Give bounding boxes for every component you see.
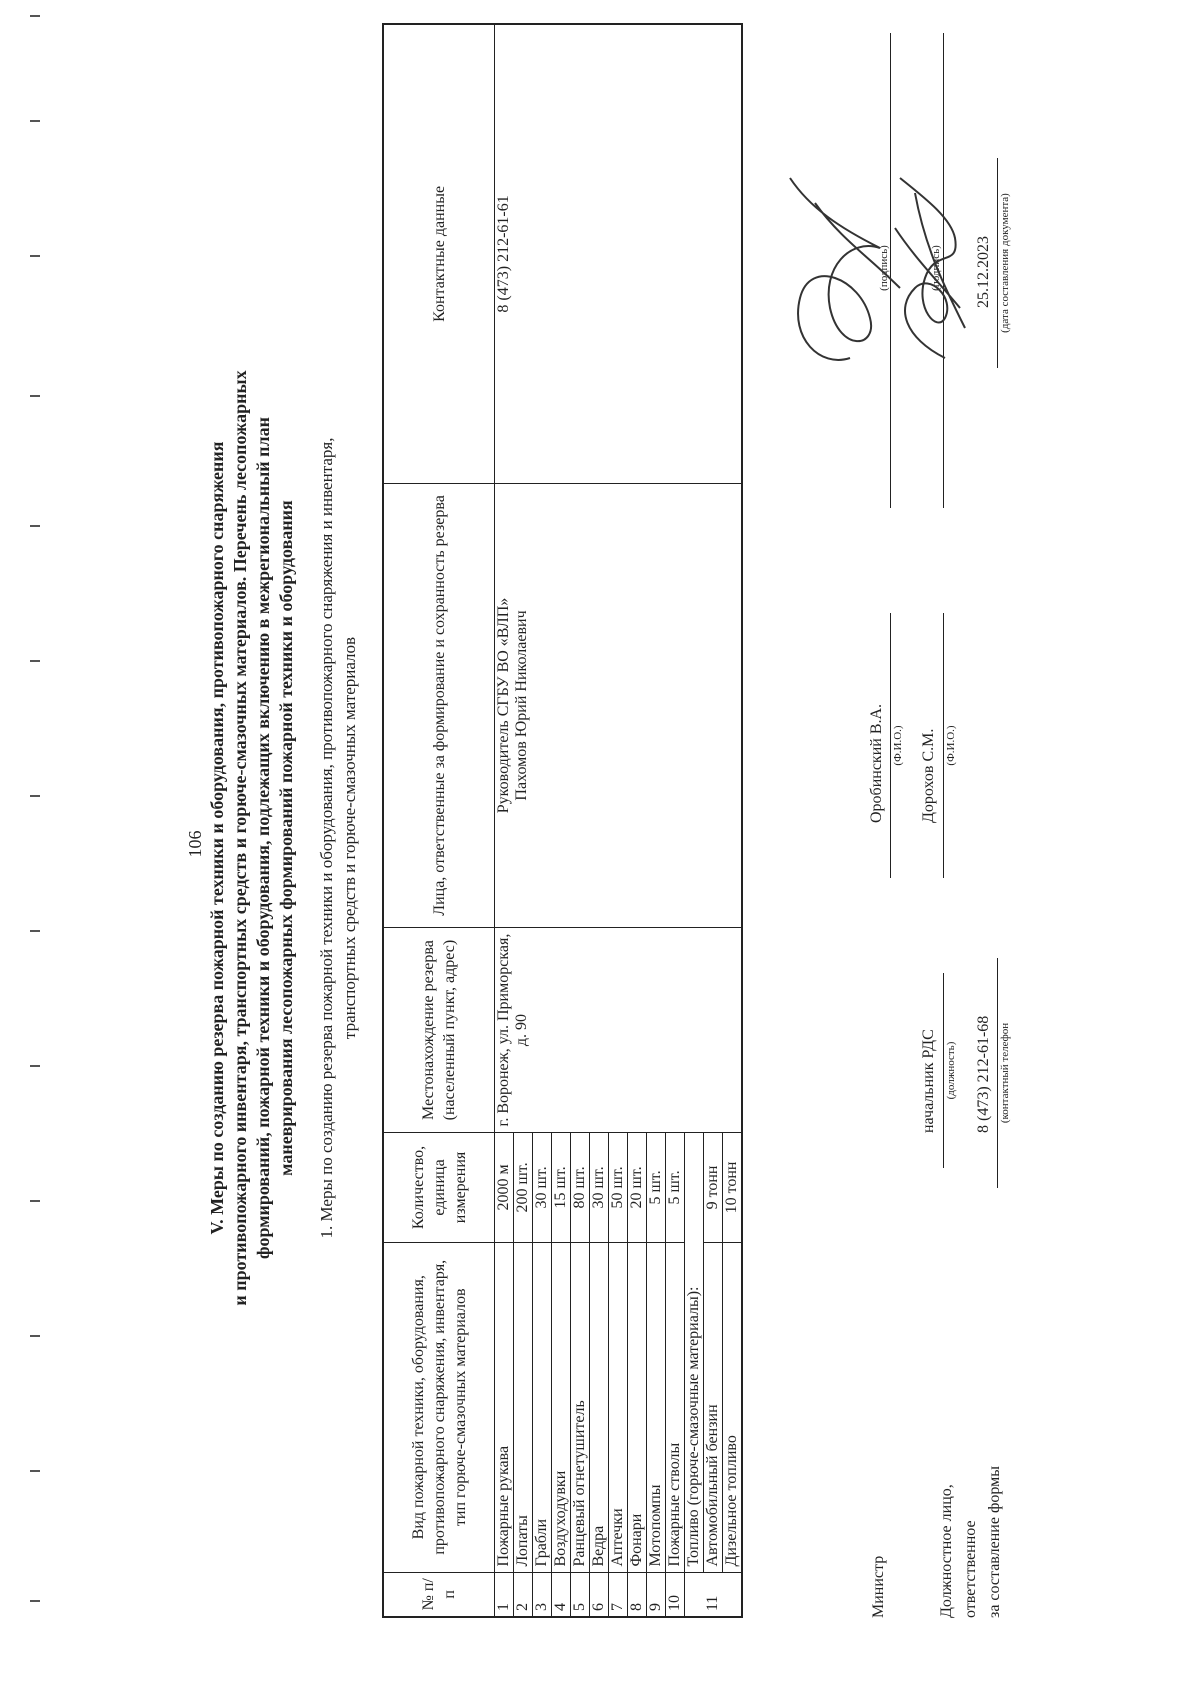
official-label-line: за составление формы — [986, 1466, 1003, 1618]
cell-name: Автомобильный бензин — [704, 1242, 723, 1572]
signature-caption: (подпись) — [878, 245, 890, 291]
official-label — [935, 1466, 1007, 1618]
header-responsible: Лица, ответственные за формирование и сохранность резерва — [383, 483, 495, 927]
minister-name-line — [890, 613, 891, 878]
cell-num: 2 — [514, 1572, 533, 1617]
cell-num: 3 — [533, 1572, 552, 1617]
header-location: Местонахождение резерва (населенный пункт, адрес) — [383, 928, 495, 1133]
document-date: 25.12.2023 — [975, 236, 992, 308]
official-name-line — [943, 613, 944, 878]
cell-qty: 200 шт. — [514, 1132, 533, 1242]
cell-num: 5 — [571, 1572, 590, 1617]
official-position: начальник РДС — [920, 1029, 937, 1133]
subtitle-line: 1. Меры по созданию резерва пожарной техники и оборудования, противопожарного снаряжения и инвентаря, — [317, 437, 336, 1239]
cell-qty: 2000 м — [495, 1132, 514, 1242]
cell-qty: 15 шт. — [552, 1132, 571, 1242]
cell-name: Лопаты — [514, 1242, 533, 1572]
title-line: V. Меры по созданию резерва пожарной техники и оборудования, противопожарного снаряжения — [207, 441, 227, 1235]
official-signature — [885, 168, 975, 368]
table-header-row — [383, 24, 495, 1617]
official-phone: 8 (473) 212-61-68 — [975, 1015, 992, 1133]
position-caption: (должность) — [945, 1041, 957, 1100]
cell-name: Воздуходувки — [552, 1242, 571, 1572]
cell-qty: 30 шт. — [533, 1132, 552, 1242]
cell-qty: 80 шт. — [571, 1132, 590, 1242]
cell-num: 1 — [495, 1572, 514, 1617]
phone-line — [997, 958, 998, 1188]
cell-num: 9 — [647, 1572, 666, 1617]
page-number: 106 — [185, 830, 205, 858]
subtitle-line: транспортных средств и горюче-смазочных материалов — [340, 636, 359, 1040]
fio-caption: (Ф.И.О.) — [892, 725, 904, 766]
cell-name: Пожарные рукава — [495, 1242, 514, 1572]
cell-contact: 8 (473) 212-61-61 — [495, 24, 743, 483]
cell-name: Пожарные стволы — [666, 1242, 685, 1572]
minister-name: Оробинский В.А. — [868, 703, 885, 823]
date-line — [997, 158, 998, 368]
header-type: Вид пожарной техники, оборудования, противопожарного снаряжения, инвентаря, тип горюче-смазочных материалов — [383, 1242, 495, 1572]
cell-qty: 20 шт. — [628, 1132, 647, 1242]
title-line: маневрирования лесопожарных формирований пожарной техники и оборудования — [276, 500, 296, 1176]
cell-qty: 10 тонн — [723, 1132, 743, 1242]
cell-qty: 5 шт. — [666, 1132, 685, 1242]
cell-qty: 9 тонн — [704, 1132, 723, 1242]
official-label-line: Должностное лицо, — [938, 1484, 955, 1618]
cell-fuel-group: Топливо (горюче-смазочные материалы): — [685, 1132, 704, 1572]
cell-name: Ведра — [590, 1242, 609, 1572]
subsection-title — [315, 288, 361, 1388]
official-label-line: ответственное — [962, 1520, 979, 1618]
cell-num: 11 — [685, 1572, 743, 1617]
cell-qty: 5 шт. — [647, 1132, 666, 1242]
cell-num: 8 — [628, 1572, 647, 1617]
cell-name: Грабли — [533, 1242, 552, 1572]
responsible-line: Пахомов Юрий Николаевич — [513, 610, 530, 801]
cell-location: г. Воронеж, ул. Приморская, д. 90 — [495, 928, 743, 1133]
phone-caption: (контактный телефон — [999, 1022, 1011, 1124]
header-qty: Количество, единица измерения — [383, 1132, 495, 1242]
header-num: № п/п — [383, 1572, 495, 1617]
table-row — [495, 24, 514, 1617]
cell-name: Дизельное топливо — [723, 1242, 743, 1572]
cell-responsible — [495, 483, 743, 927]
cell-num: 4 — [552, 1572, 571, 1617]
section-title — [206, 218, 298, 1458]
title-line: формирований, пожарной техники и оборудования, подлежащих включению в межрегиональный план — [253, 417, 273, 1259]
fio-caption-2: (Ф.И.О.) — [945, 725, 957, 766]
header-contacts: Контактные данные — [383, 24, 495, 483]
cell-qty: 50 шт. — [609, 1132, 628, 1242]
official-name: Дорохов С.М. — [920, 728, 937, 823]
cell-num: 6 — [590, 1572, 609, 1617]
cell-name: Аптечки — [609, 1242, 628, 1572]
cell-num: 7 — [609, 1572, 628, 1617]
minister-label: Министр — [870, 1555, 887, 1618]
cell-name: Мотопомпы — [647, 1242, 666, 1572]
cell-num: 10 — [666, 1572, 685, 1617]
cell-name: Ранцевый огнетушитель — [571, 1242, 590, 1572]
date-caption: (дата составления документа) — [999, 193, 1011, 333]
position-line — [943, 973, 944, 1168]
responsible-line: Руководитель СГБУ ВО «ВЛП» — [495, 597, 512, 814]
reserve-table — [382, 23, 743, 1618]
cell-qty: 30 шт. — [590, 1132, 609, 1242]
signature-caption-2: (подпись) — [930, 245, 942, 291]
cell-name: Фонари — [628, 1242, 647, 1572]
title-line: и противопожарного инвентаря, транспортных средств и горюче-смазочных материалов. Перечень лесопожарных — [230, 370, 250, 1306]
